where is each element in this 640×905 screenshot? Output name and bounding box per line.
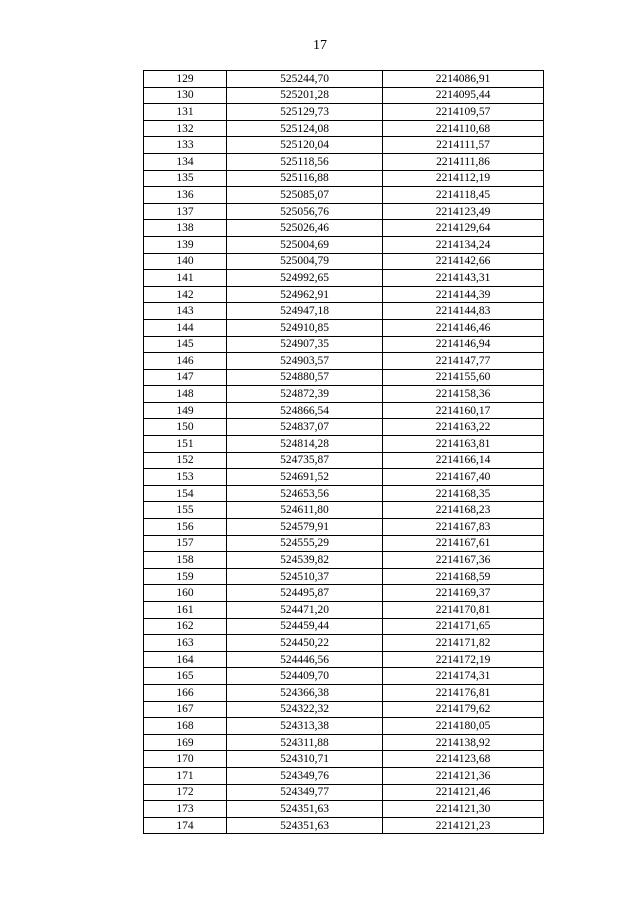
y-coordinate-cell: 2214180,05 (383, 718, 544, 735)
x-coordinate-cell: 524579,91 (227, 519, 383, 536)
table-row (144, 270, 544, 287)
point-number-cell: 164 (144, 651, 227, 668)
y-coordinate-cell: 2214147,77 (383, 353, 544, 370)
x-coordinate-cell: 524907,35 (227, 336, 383, 353)
x-coordinate-cell: 525056,76 (227, 203, 383, 220)
x-coordinate-cell: 524872,39 (227, 386, 383, 403)
x-coordinate-cell: 524322,32 (227, 701, 383, 718)
y-coordinate-cell: 2214167,36 (383, 552, 544, 569)
point-number-cell: 136 (144, 187, 227, 204)
y-coordinate-cell: 2214143,31 (383, 270, 544, 287)
point-number-cell: 168 (144, 718, 227, 735)
x-coordinate-cell: 525026,46 (227, 220, 383, 237)
point-number-cell: 144 (144, 319, 227, 336)
y-coordinate-cell: 2214146,46 (383, 319, 544, 336)
table-row (144, 684, 544, 701)
point-number-cell: 141 (144, 270, 227, 287)
x-coordinate-cell: 524349,76 (227, 767, 383, 784)
table-row (144, 602, 544, 619)
x-coordinate-cell: 525244,70 (227, 71, 383, 88)
table-row (144, 585, 544, 602)
point-number-cell: 173 (144, 801, 227, 818)
x-coordinate-cell: 525201,28 (227, 87, 383, 104)
table-row (144, 319, 544, 336)
x-coordinate-cell: 524910,85 (227, 319, 383, 336)
table-row (144, 767, 544, 784)
x-coordinate-cell: 524450,22 (227, 635, 383, 652)
table-row (144, 253, 544, 270)
table-row (144, 236, 544, 253)
x-coordinate-cell: 524691,52 (227, 469, 383, 486)
x-coordinate-cell: 524611,80 (227, 502, 383, 519)
y-coordinate-cell: 2214121,36 (383, 767, 544, 784)
table-row (144, 336, 544, 353)
point-number-cell: 150 (144, 419, 227, 436)
y-coordinate-cell: 2214172,19 (383, 651, 544, 668)
point-number-cell: 151 (144, 436, 227, 453)
x-coordinate-cell: 524866,54 (227, 402, 383, 419)
point-number-cell: 161 (144, 602, 227, 619)
x-coordinate-cell: 524814,28 (227, 436, 383, 453)
y-coordinate-cell: 2214118,45 (383, 187, 544, 204)
x-coordinate-cell: 525116,88 (227, 170, 383, 187)
point-number-cell: 170 (144, 751, 227, 768)
y-coordinate-cell: 2214167,83 (383, 519, 544, 536)
x-coordinate-cell: 525085,07 (227, 187, 383, 204)
x-coordinate-cell: 524311,88 (227, 734, 383, 751)
x-coordinate-cell: 524539,82 (227, 552, 383, 569)
x-coordinate-cell: 524837,07 (227, 419, 383, 436)
table-row (144, 153, 544, 170)
y-coordinate-cell: 2214121,30 (383, 801, 544, 818)
table-row (144, 286, 544, 303)
x-coordinate-cell: 524471,20 (227, 602, 383, 619)
y-coordinate-cell: 2214169,37 (383, 585, 544, 602)
x-coordinate-cell: 524446,56 (227, 651, 383, 668)
table-row (144, 552, 544, 569)
y-coordinate-cell: 2214142,66 (383, 253, 544, 270)
y-coordinate-cell: 2214179,62 (383, 701, 544, 718)
table-row (144, 718, 544, 735)
point-number-cell: 155 (144, 502, 227, 519)
y-coordinate-cell: 2214176,81 (383, 684, 544, 701)
y-coordinate-cell: 2214134,24 (383, 236, 544, 253)
point-number-cell: 139 (144, 236, 227, 253)
point-number-cell: 148 (144, 386, 227, 403)
table-row (144, 485, 544, 502)
x-coordinate-cell: 525004,69 (227, 236, 383, 253)
table-row (144, 751, 544, 768)
table-row (144, 402, 544, 419)
x-coordinate-cell: 524349,77 (227, 784, 383, 801)
table-row (144, 120, 544, 137)
point-number-cell: 165 (144, 668, 227, 685)
y-coordinate-cell: 2214123,49 (383, 203, 544, 220)
x-coordinate-cell: 524351,63 (227, 817, 383, 834)
x-coordinate-cell: 524962,91 (227, 286, 383, 303)
point-number-cell: 132 (144, 120, 227, 137)
point-number-cell: 135 (144, 170, 227, 187)
point-number-cell: 129 (144, 71, 227, 88)
point-number-cell: 157 (144, 535, 227, 552)
x-coordinate-cell: 525004,79 (227, 253, 383, 270)
table-row (144, 452, 544, 469)
point-number-cell: 156 (144, 519, 227, 536)
y-coordinate-cell: 2214111,57 (383, 137, 544, 154)
point-number-cell: 130 (144, 87, 227, 104)
point-number-cell: 149 (144, 402, 227, 419)
y-coordinate-cell: 2214160,17 (383, 402, 544, 419)
y-coordinate-cell: 2214166,14 (383, 452, 544, 469)
point-number-cell: 163 (144, 635, 227, 652)
point-number-cell: 134 (144, 153, 227, 170)
point-number-cell: 174 (144, 817, 227, 834)
point-number-cell: 167 (144, 701, 227, 718)
y-coordinate-cell: 2214123,68 (383, 751, 544, 768)
table-row (144, 469, 544, 486)
table-row (144, 419, 544, 436)
point-number-cell: 158 (144, 552, 227, 569)
table-row (144, 635, 544, 652)
point-number-cell: 147 (144, 369, 227, 386)
y-coordinate-cell: 2214155,60 (383, 369, 544, 386)
y-coordinate-cell: 2214174,31 (383, 668, 544, 685)
y-coordinate-cell: 2214129,64 (383, 220, 544, 237)
x-coordinate-cell: 525118,56 (227, 153, 383, 170)
table-row (144, 502, 544, 519)
x-coordinate-cell: 524735,87 (227, 452, 383, 469)
point-number-cell: 138 (144, 220, 227, 237)
x-coordinate-cell: 524880,57 (227, 369, 383, 386)
table-row (144, 87, 544, 104)
point-number-cell: 142 (144, 286, 227, 303)
table-row (144, 170, 544, 187)
table-row (144, 436, 544, 453)
x-coordinate-cell: 525124,08 (227, 120, 383, 137)
point-number-cell: 166 (144, 684, 227, 701)
x-coordinate-cell: 524653,56 (227, 485, 383, 502)
x-coordinate-cell: 524947,18 (227, 303, 383, 320)
y-coordinate-cell: 2214111,86 (383, 153, 544, 170)
y-coordinate-cell: 2214112,19 (383, 170, 544, 187)
y-coordinate-cell: 2214144,83 (383, 303, 544, 320)
table-row (144, 801, 544, 818)
y-coordinate-cell: 2214168,59 (383, 568, 544, 585)
point-number-cell: 169 (144, 734, 227, 751)
y-coordinate-cell: 2214158,36 (383, 386, 544, 403)
table-row (144, 369, 544, 386)
table-row (144, 303, 544, 320)
point-number-cell: 153 (144, 469, 227, 486)
coordinates-table (143, 70, 544, 834)
table-row (144, 784, 544, 801)
table-row (144, 187, 544, 204)
table-row (144, 701, 544, 718)
point-number-cell: 152 (144, 452, 227, 469)
point-number-cell: 137 (144, 203, 227, 220)
table-row (144, 651, 544, 668)
x-coordinate-cell: 524366,38 (227, 684, 383, 701)
y-coordinate-cell: 2214167,40 (383, 469, 544, 486)
x-coordinate-cell: 524351,63 (227, 801, 383, 818)
y-coordinate-cell: 2214110,68 (383, 120, 544, 137)
table-row (144, 203, 544, 220)
y-coordinate-cell: 2214144,39 (383, 286, 544, 303)
y-coordinate-cell: 2214163,22 (383, 419, 544, 436)
y-coordinate-cell: 2214109,57 (383, 104, 544, 121)
point-number-cell: 145 (144, 336, 227, 353)
point-number-cell: 154 (144, 485, 227, 502)
table-row (144, 386, 544, 403)
point-number-cell: 131 (144, 104, 227, 121)
y-coordinate-cell: 2214168,35 (383, 485, 544, 502)
y-coordinate-cell: 2214163,81 (383, 436, 544, 453)
x-coordinate-cell: 524903,57 (227, 353, 383, 370)
table-row (144, 519, 544, 536)
table-row (144, 618, 544, 635)
y-coordinate-cell: 2214121,23 (383, 817, 544, 834)
y-coordinate-cell: 2214168,23 (383, 502, 544, 519)
y-coordinate-cell: 2214146,94 (383, 336, 544, 353)
y-coordinate-cell: 2214171,65 (383, 618, 544, 635)
x-coordinate-cell: 524555,29 (227, 535, 383, 552)
y-coordinate-cell: 2214086,91 (383, 71, 544, 88)
x-coordinate-cell: 524459,44 (227, 618, 383, 635)
x-coordinate-cell: 524510,37 (227, 568, 383, 585)
table-row (144, 71, 544, 88)
point-number-cell: 160 (144, 585, 227, 602)
page-number: 17 (313, 38, 327, 53)
table-row (144, 568, 544, 585)
coordinates-table-body (144, 71, 544, 834)
x-coordinate-cell: 524495,87 (227, 585, 383, 602)
table-row (144, 817, 544, 834)
point-number-cell: 146 (144, 353, 227, 370)
point-number-cell: 140 (144, 253, 227, 270)
table-row (144, 734, 544, 751)
table-row (144, 220, 544, 237)
point-number-cell: 162 (144, 618, 227, 635)
table-row (144, 353, 544, 370)
y-coordinate-cell: 2214138,92 (383, 734, 544, 751)
y-coordinate-cell: 2214170,81 (383, 602, 544, 619)
y-coordinate-cell: 2214095,44 (383, 87, 544, 104)
x-coordinate-cell: 524992,65 (227, 270, 383, 287)
y-coordinate-cell: 2214171,82 (383, 635, 544, 652)
table-row (144, 535, 544, 552)
y-coordinate-cell: 2214121,46 (383, 784, 544, 801)
x-coordinate-cell: 524313,38 (227, 718, 383, 735)
point-number-cell: 171 (144, 767, 227, 784)
table-row (144, 668, 544, 685)
point-number-cell: 172 (144, 784, 227, 801)
table-row (144, 104, 544, 121)
point-number-cell: 143 (144, 303, 227, 320)
x-coordinate-cell: 524409,70 (227, 668, 383, 685)
table-row (144, 137, 544, 154)
y-coordinate-cell: 2214167,61 (383, 535, 544, 552)
point-number-cell: 159 (144, 568, 227, 585)
x-coordinate-cell: 525120,04 (227, 137, 383, 154)
x-coordinate-cell: 525129,73 (227, 104, 383, 121)
point-number-cell: 133 (144, 137, 227, 154)
x-coordinate-cell: 524310,71 (227, 751, 383, 768)
